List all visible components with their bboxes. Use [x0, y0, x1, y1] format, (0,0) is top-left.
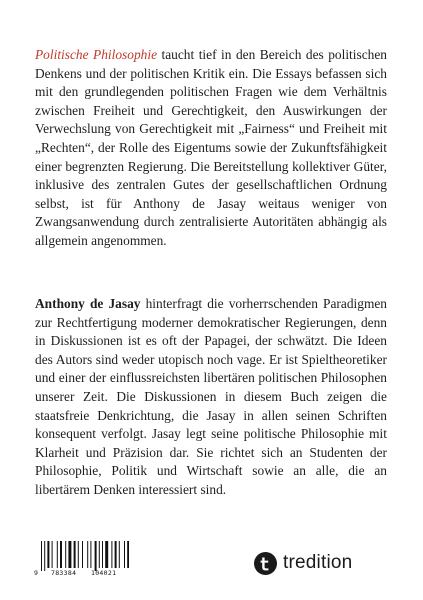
isbn-barcode — [34, 541, 131, 579]
tredition-t-icon — [254, 552, 277, 575]
barcode-digit-first: 9 — [34, 569, 39, 577]
author-paragraph — [35, 295, 387, 500]
publisher-logo — [254, 551, 352, 575]
barcode-digits-left: 783384 — [51, 569, 77, 577]
description-paragraph — [35, 46, 387, 251]
barcode-bars — [41, 541, 129, 571]
author-text: hinterfragt die vorherrschenden Paradigmen zur Rechtfertigung moderner demokratischer Regierungen, denn in Diskussionen ist es oft der Papagei, der schwätzt. Die Ideen des Autors sind weder utopisch noch vage. Er ist Spieltheoretiker und einer der einflussreichsten libertären politischen Philosophen unserer Zeit. Die Diskussionen in diesem Buch zeigen die staatsfreie Denkrichtung, die Jasay in allen seinen Schriften konsequent verfolgt. Jasay legt seine politische Philosophie mit Klarheit und Präzision dar. Sie richtet sich an Studenten der Philosophie, Politik und Wirtschaft sowie an alle, die an libertärem Denken interessiert sind. — [35, 296, 387, 497]
book-title-italic: Politische Philosophie — [35, 47, 158, 62]
author-name: Anthony de Jasay — [35, 296, 141, 311]
barcode-digits-right: 104021 — [91, 569, 117, 577]
publisher-name: tredition — [283, 552, 353, 573]
description-text: taucht tief in den Bereich des politischen Denkens und der politischen Kritik ein. Die Essays befassen sich mit den grundlegenden politischen Fragen wie dem Verhältnis zwischen Freiheit und Gerechtigkeit, den Auswirkungen der Verwechslung von Gerechtigkeit mit „Fairness“ und Freiheit mit „Rechten“, der Rolle des Eigentums sowie der Zukunftsfähigkeit einer begrenzten Regierung. Die Bereitstellung kollektiver Güter, inklusive des zentralen Gutes der gesellschaftlichen Ordnung selbst, ist für Anthony de Jasay weitaus weniger von Zwangsanwendung durch zentralisierte Autoritäten abhängig als allgemein angenommen. — [35, 47, 387, 248]
